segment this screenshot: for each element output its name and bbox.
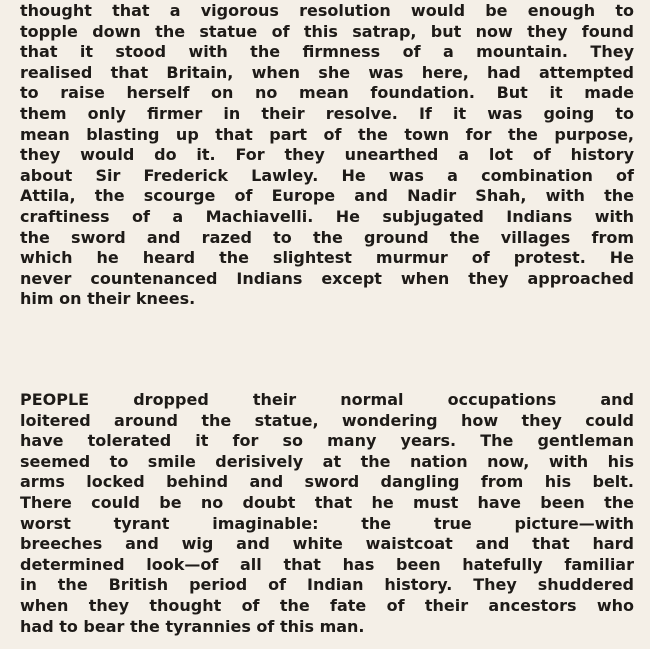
text-line: never countenanced Indians except when they approached: [20, 268, 634, 288]
text-line: they would do it. For they unearthed a lot of history: [20, 145, 634, 165]
text-line: realised that Britain, when she was here, had attempted: [20, 62, 634, 82]
text-line: when they thought of the fate of their ancestors who: [20, 595, 634, 615]
text-line: topple down the statue of this satrap, but now they found: [20, 21, 634, 41]
text-line: the sword and razed to the ground the villages from: [20, 227, 634, 247]
text-line: had to bear the tyrannies of this man.: [20, 616, 365, 636]
text-line: thought that a vigorous resolution would be enough to: [20, 1, 634, 20]
text-line: him on their knees.: [20, 289, 196, 309]
text-line: which he heard the slightest murmur of protest. He: [20, 248, 634, 268]
text-line: determined look—of all that has been hatefully familiar: [20, 554, 634, 574]
text-line: in the British period of Indian history. They shuddered: [20, 575, 634, 595]
text-line: PEOPLE dropped their normal occupations and: [20, 390, 634, 409]
text-line: to raise herself on no mean foundation. But it made: [20, 83, 634, 103]
text-line: worst tyrant imaginable: the true picture—with: [20, 513, 634, 533]
paragraph-2: [20, 390, 634, 637]
text-line: mean blasting up that part of the town for the purpose,: [20, 124, 634, 144]
text-line: that it stood with the firmness of a mountain. They: [20, 42, 634, 62]
text-line: craftiness of a Machiavelli. He subjugated Indians with: [20, 206, 634, 226]
text-line: There could be no doubt that he must have been the: [20, 492, 634, 512]
text-line: seemed to smile derisively at the nation now, with his: [20, 451, 634, 471]
text-line: them only firmer in their resolve. If it was going to: [20, 103, 634, 123]
text-line: about Sir Frederick Lawley. He was a combination of: [20, 165, 634, 185]
text-line: Attila, the scourge of Europe and Nadir Shah, with the: [20, 186, 634, 206]
paragraph-1: [20, 1, 634, 310]
text-line: have tolerated it for so many years. The gentleman: [20, 431, 634, 451]
text-line: loitered around the statue, wondering how they could: [20, 410, 634, 430]
text-line: breeches and wig and white waistcoat and that hard: [20, 534, 634, 554]
text-line: arms locked behind and sword dangling from his belt.: [20, 472, 634, 492]
